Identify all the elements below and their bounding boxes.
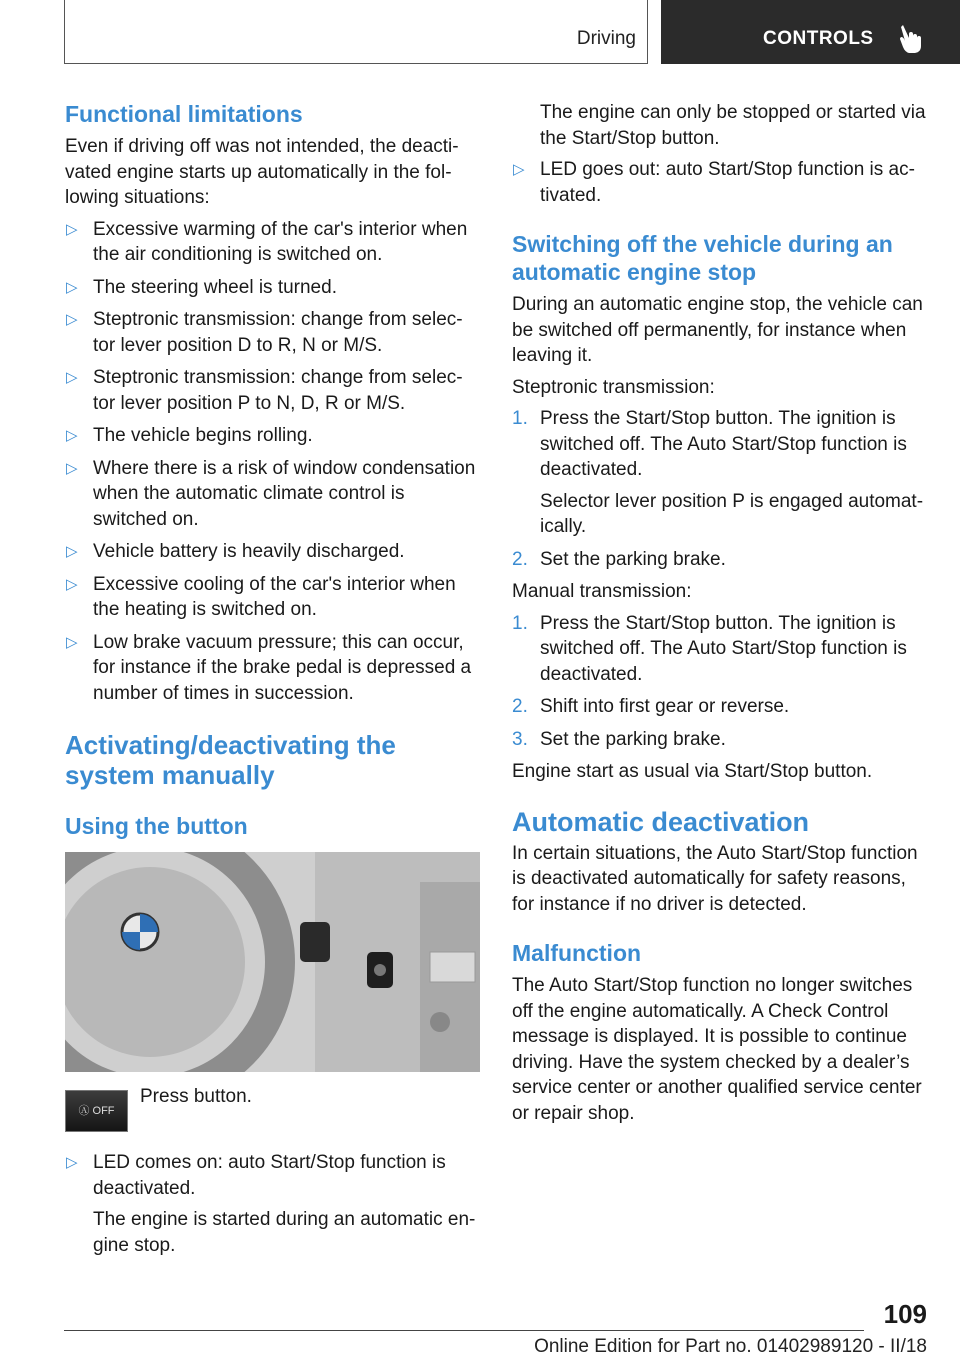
switching-intro: During an automatic engine stop, the vehicle can be switched off permanently, for instance when leaving it. xyxy=(512,294,923,366)
list-item: ▷ Vehicle battery is heavily discharged. xyxy=(65,539,480,565)
step-number: 3. xyxy=(512,728,528,750)
list-item: ▷ Excessive cooling of the car's interior when the heating is switched on. xyxy=(66,573,456,620)
list-item: ▷ Steptronic transmission: change from selec‐tor lever position P to N, D, R or M/S. xyxy=(66,367,463,414)
manual-steps xyxy=(512,611,926,753)
chapter-tab-label: CONTROLS xyxy=(763,28,874,49)
list-item: ▷ Where there is a risk of window condensation when the automatic climate control is switched on. xyxy=(66,457,476,530)
left-column xyxy=(65,100,480,1265)
list-item: 1. Press the Start/Stop button. The ignition is switched off. The Auto Start/Stop function is deactivated. xyxy=(512,612,907,685)
triangle-bullet-icon: ▷ xyxy=(66,1154,78,1171)
manual-label: Manual transmission: xyxy=(512,581,692,602)
using-button-heading: Using the button xyxy=(65,813,248,839)
steptronic-steps xyxy=(512,406,926,572)
right-column xyxy=(512,100,926,1132)
chapter-tab xyxy=(661,0,960,64)
switching-outro: Engine start as usual via Start/Stop button. xyxy=(512,761,873,782)
list-item: ▷ The steering wheel is turned. xyxy=(65,275,480,301)
hand-pointer-icon xyxy=(897,24,923,54)
list-item: ▷ LED comes on: auto Start/Stop function is deactivated. The engine is started during an automatic en‐gine stop. xyxy=(65,1150,480,1258)
triangle-bullet-icon: ▷ xyxy=(66,278,78,296)
step-number: 2. xyxy=(512,548,528,570)
triangle-bullet-icon: ▷ xyxy=(66,575,78,593)
step-number: 1. xyxy=(512,612,528,634)
automatic-deactivation-text: In certain situations, the Auto Start/Stop function is deactivated automatically for safety reasons, for instance if no driver is detected. xyxy=(512,842,918,915)
list-item: ▷ Steptronic transmission: change from selec‐tor lever position D to R, N or M/S. xyxy=(66,309,463,356)
led-out-list xyxy=(512,157,926,208)
led-list xyxy=(65,1150,480,1258)
list-item: 3. Set the parking brake. xyxy=(512,727,926,753)
list-item: ▷ LED goes out: auto Start/Stop function is ac‐tivated. xyxy=(513,159,915,206)
list-item: 2. Shift into first gear or reverse. xyxy=(512,694,926,720)
step-number: 1. xyxy=(512,408,528,429)
press-button-caption: Press button. xyxy=(140,1086,252,1107)
triangle-bullet-icon: ▷ xyxy=(66,459,78,477)
triangle-bullet-icon: ▷ xyxy=(66,633,78,651)
triangle-bullet-icon: ▷ xyxy=(66,311,78,328)
step-note: Selector lever position P is engaged automat‐ically. xyxy=(540,490,924,537)
button-caption-row xyxy=(65,1086,480,1150)
steering-wheel-photo xyxy=(65,852,480,1072)
led-note: The engine is started during an automatic en‐gine stop. xyxy=(93,1209,476,1256)
functional-list xyxy=(65,217,480,707)
list-item: 1. Press the Start/Stop button. The ignition is switched off. The Auto Start/Stop function is deactivated. Selector lever position P is engaged automat‐ically. xyxy=(512,406,926,540)
switching-off-heading: Switching off the vehicle during an automatic engine stop xyxy=(512,231,893,285)
step-number: 2. xyxy=(512,696,528,717)
triangle-bullet-icon: ▷ xyxy=(66,369,78,386)
footer-divider xyxy=(64,1330,864,1331)
functional-intro: Even if driving off was not intended, the deacti‐vated engine starts up automatically in the fol‐lowing situations: xyxy=(65,136,459,208)
auto-start-stop-off-button-icon: Ⓐ OFF xyxy=(65,1090,128,1132)
edition-note: Online Edition for Part no. 01402989120 - II/18 xyxy=(534,1336,927,1357)
list-item: ▷ Excessive warming of the car's interior when the air conditioning is switched on. xyxy=(66,218,468,265)
section-title: Driving xyxy=(576,28,636,49)
triangle-bullet-icon: ▷ xyxy=(66,427,78,444)
malfunction-heading: Malfunction xyxy=(512,940,642,966)
triangle-bullet-icon: ▷ xyxy=(66,220,78,238)
triangle-bullet-icon: ▷ xyxy=(513,161,525,178)
automatic-deactivation-heading: Automatic deactivation xyxy=(512,806,810,837)
steering-wheel-illustration xyxy=(65,852,480,1072)
list-item: ▷ Low brake vacuum pressure; this can occur, for instance if the brake pedal is depressed a number of times in succession. xyxy=(66,631,472,704)
list-item: 2. Set the parking brake. xyxy=(512,547,926,573)
header-frame xyxy=(64,0,648,64)
triangle-bullet-icon: ▷ xyxy=(66,543,78,560)
continued-note: The engine can only be stopped or started via the Start/Stop button. xyxy=(540,102,926,149)
page-number: 109 xyxy=(883,1299,927,1329)
functional-limitations-heading: Functional limitations xyxy=(65,101,303,127)
steptronic-label: Steptronic transmission: xyxy=(512,376,715,398)
manual-heading: Activating/deactivating the system manually xyxy=(65,730,396,790)
malfunction-text: The Auto Start/Stop function no longer switches off the engine automatically. A Check Control message is displayed. It is possible to continue driving. Have the system checked by a dealer’s service center or another qualified service center or repair shop. xyxy=(512,975,922,1124)
list-item: ▷ The vehicle begins rolling. xyxy=(65,423,480,449)
